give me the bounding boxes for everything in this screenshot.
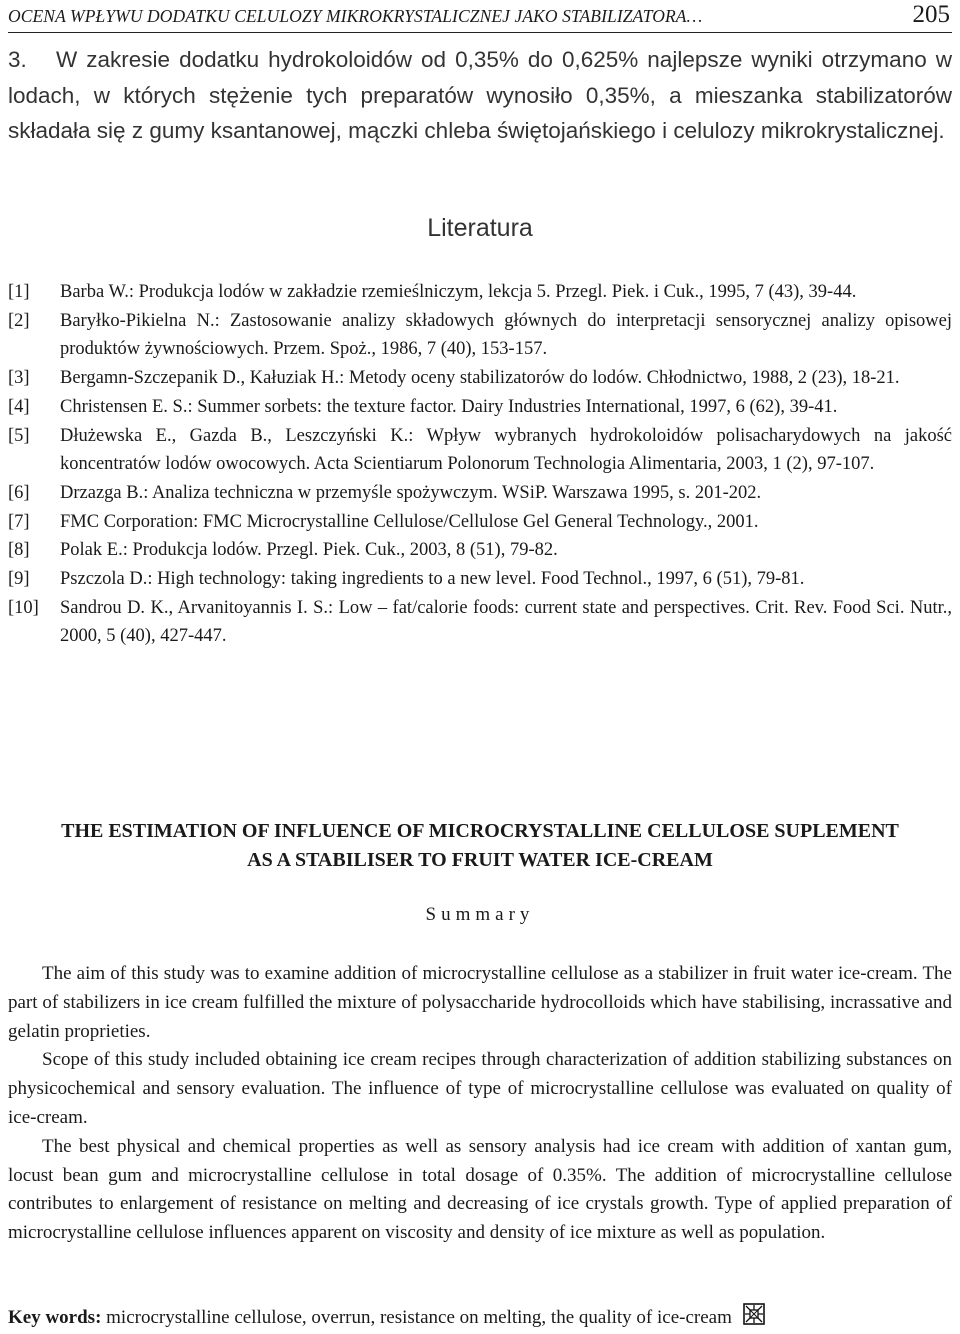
keywords-line <box>8 1303 952 1334</box>
reference-item <box>8 565 952 594</box>
keywords-text: microcrystalline cellulose, overrun, resistance on melting, the quality of ice-cream <box>106 1306 732 1328</box>
reference-number: [9] <box>8 569 30 590</box>
reference-item <box>8 422 952 479</box>
literature-heading: Literatura <box>427 214 533 242</box>
reference-text: Bergamn-Szczepanik D., Kałuziak H.: Metody oceny stabilizatorów do lodów. Chłodnictwo, 1988, 2 (23), 18-21. <box>60 368 900 389</box>
reference-number: [2] <box>8 310 30 331</box>
reference-text: Drzazga B.: Analiza techniczna w przemyśle spożywczym. WSiP. Warszawa 1995, s. 201-202. <box>60 482 762 503</box>
reference-text: Baryłko-Pikielna N.: Zastosowanie analizy składowych głównych do interpretacji sensorycznej analizy opisowej produktów żywnościowych. Przem. Spoż., 1986, 7 (40), 153-157. <box>60 310 952 360</box>
conclusion-item <box>8 42 952 149</box>
reference-number: [10] <box>8 597 39 618</box>
reference-text: Christensen E. S.: Summer sorbets: the texture factor. Dairy Industries International, 1997, 6 (62), 39-41. <box>60 396 838 417</box>
running-header <box>8 2 952 33</box>
ornament-end-icon <box>743 1303 765 1334</box>
reference-item <box>8 307 952 364</box>
conclusion-text: W zakresie dodatku hydrokoloidów od 0,35% do 0,625% najlepsze wyniki otrzymano w lodach, w których stężenie tych preparatów wynosiło 0,35%, a mieszanka stabilizatorów składała się z gumy ksantanowej, mączki chleba świętojańskiego i celulozy mikrokrystalicznej. <box>8 47 952 143</box>
reference-number: [6] <box>8 482 30 503</box>
summary-body <box>8 960 952 1248</box>
reference-number: [4] <box>8 396 30 417</box>
english-title-line-1: THE ESTIMATION OF INFLUENCE OF MICROCRYSTALLINE CELLULOSE SUPLEMENT <box>61 820 899 842</box>
reference-item <box>8 393 952 422</box>
reference-number: [3] <box>8 368 30 389</box>
reference-list <box>8 278 952 651</box>
keywords-label: Key words: <box>8 1306 102 1328</box>
ornament-end-icon-graphic <box>743 1303 765 1325</box>
reference-item <box>8 364 952 393</box>
reference-number: [8] <box>8 540 30 561</box>
reference-item <box>8 536 952 565</box>
english-title <box>0 817 960 875</box>
reference-text: Pszczola D.: High technology: taking ingredients to a new level. Food Technol., 1997, 6 (51), 79-81. <box>60 569 805 590</box>
reference-item <box>8 278 952 307</box>
summary-paragraph: The best physical and chemical properties as well as sensory analysis had ice cream with addition of xantan gum, locust bean gum and microcrystalline cellulose in total dosage of 0.35%. The addition of microcrystalline cellulose contributes to enlargement of resistance on melting and decreasing of ice crystals growth. Type of applied preparation of microcrystalline cellulose influences apparent on viscosity and density of ice mixture as well as population. <box>8 1135 952 1244</box>
summary-paragraph: Scope of this study included obtaining ice cream recipes through characterization of addition stabilizing substances on physicochemical and sensory evaluation. The influence of type of microcrystalline cellulose was evaluated on quality of ice-cream. <box>8 1049 952 1128</box>
reference-text: Polak E.: Produkcja lodów. Przegl. Piek. Cuk., 2003, 8 (51), 79-82. <box>60 540 558 561</box>
reference-text: Sandrou D. K., Arvanitoyannis I. S.: Low – fat/calorie foods: current state and perspectives. Crit. Rev. Food Sci. Nutr., 2000, 5 (40), 427-447. <box>60 597 952 647</box>
running-title: OCENA WPŁYWU DODATKU CELULOZY MIKROKRYSTALICZNEJ JAKO STABILIZATORA… <box>8 6 703 26</box>
page-number: 205 <box>912 1 950 28</box>
english-title-line-2: AS A STABILISER TO FRUIT WATER ICE-CREAM <box>247 849 713 871</box>
summary-paragraph: The aim of this study was to examine addition of microcrystalline cellulose as a stabilizer in fruit water ice-cream. The part of stabilizers in ice cream fulfilled the mixture of polysaccharide hydrocolloids which have stabilising, incrassative and gelatin proprieties. <box>8 963 952 1042</box>
reference-item <box>8 479 952 508</box>
reference-number: [5] <box>8 425 30 446</box>
conclusion-number: 3. <box>8 47 27 72</box>
reference-item <box>8 508 952 537</box>
reference-text: FMC Corporation: FMC Microcrystalline Cellulose/Cellulose Gel General Technology., 2001. <box>60 511 759 532</box>
summary-heading: Summary <box>425 904 535 925</box>
reference-number: [7] <box>8 511 30 532</box>
reference-text: Barba W.: Produkcja lodów w zakładzie rzemieślniczym, lekcja 5. Przegl. Piek. i Cuk., 1995, 7 (43), 39-44. <box>60 282 857 302</box>
reference-item <box>8 594 952 651</box>
reference-number: [1] <box>8 282 30 302</box>
reference-text: Dłużewska E., Gazda B., Leszczyński K.: Wpływ wybranych hydrokoloidów polisacharydowych na jakość koncentratów lodów owocowych. Acta Scientiarum Polonorum Technologia Alimentaria, 2003, 1 (2), 97-107. <box>60 425 952 475</box>
